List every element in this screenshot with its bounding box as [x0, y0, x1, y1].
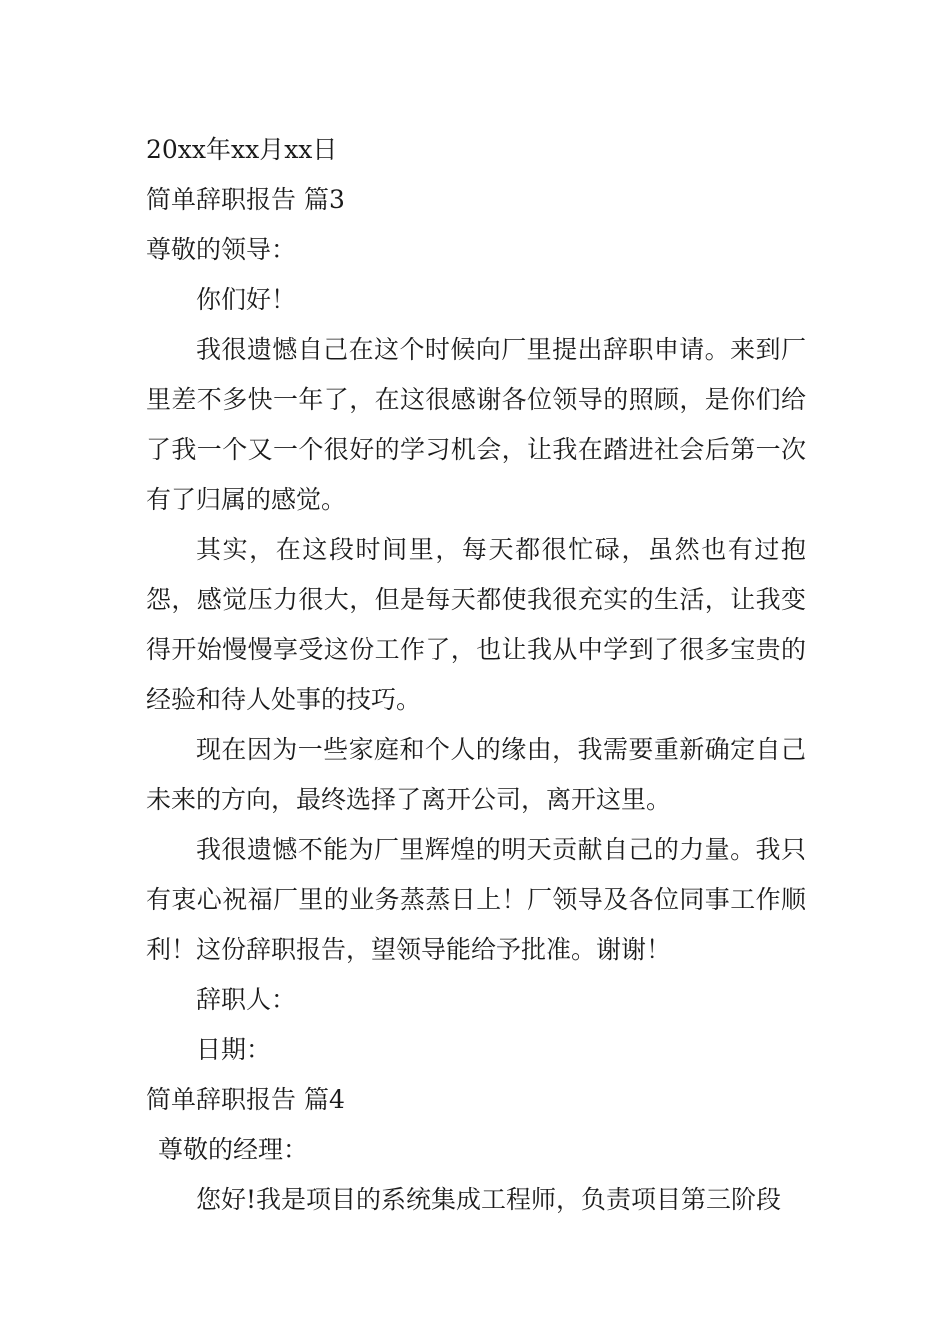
greeting: 你们好！: [196, 285, 297, 314]
body-paragraph: 我很遗憾不能为厂里辉煌的明天贡献自己的力量。我只有衷心祝福厂里的业务蒸蒸日上！厂领导及各位同事工作顺利！这份辞职报告，望领导能给予批准。谢谢！: [146, 835, 806, 964]
section-heading-4: 简单辞职报告 篇4: [146, 1085, 345, 1114]
body-paragraph-start: 您好!我是项目的系统集成工程师，负责项目第三阶段: [196, 1185, 782, 1214]
body-paragraph: 其实，在这段时间里，每天都很忙碌，虽然也有过抱怨，感觉压力很大，但是每天都使我很充实的生活，让我变得开始慢慢享受这份工作了，也让我从中学到了很多宝贵的经验和待人处事的技巧。: [146, 535, 806, 714]
date-label: 日期：: [196, 1035, 272, 1064]
document-body: [146, 125, 806, 1225]
body-paragraph: 我很遗憾自己在这个时候向厂里提出辞职申请。来到厂里差不多快一年了，在这很感谢各位领导的照顾，是你们给了我一个又一个很好的学习机会，让我在踏进社会后第一次有了归属的感觉。: [146, 335, 806, 514]
salutation: 尊敬的经理：: [158, 1135, 309, 1164]
date-line: 20xx年xx月xx日: [146, 135, 338, 164]
signer-label: 辞职人：: [196, 985, 297, 1014]
salutation: 尊敬的领导：: [146, 235, 297, 264]
section-heading-3: 简单辞职报告 篇3: [146, 185, 345, 214]
body-paragraph: 现在因为一些家庭和个人的缘由，我需要重新确定自己未来的方向，最终选择了离开公司，离开这里。: [146, 735, 806, 814]
